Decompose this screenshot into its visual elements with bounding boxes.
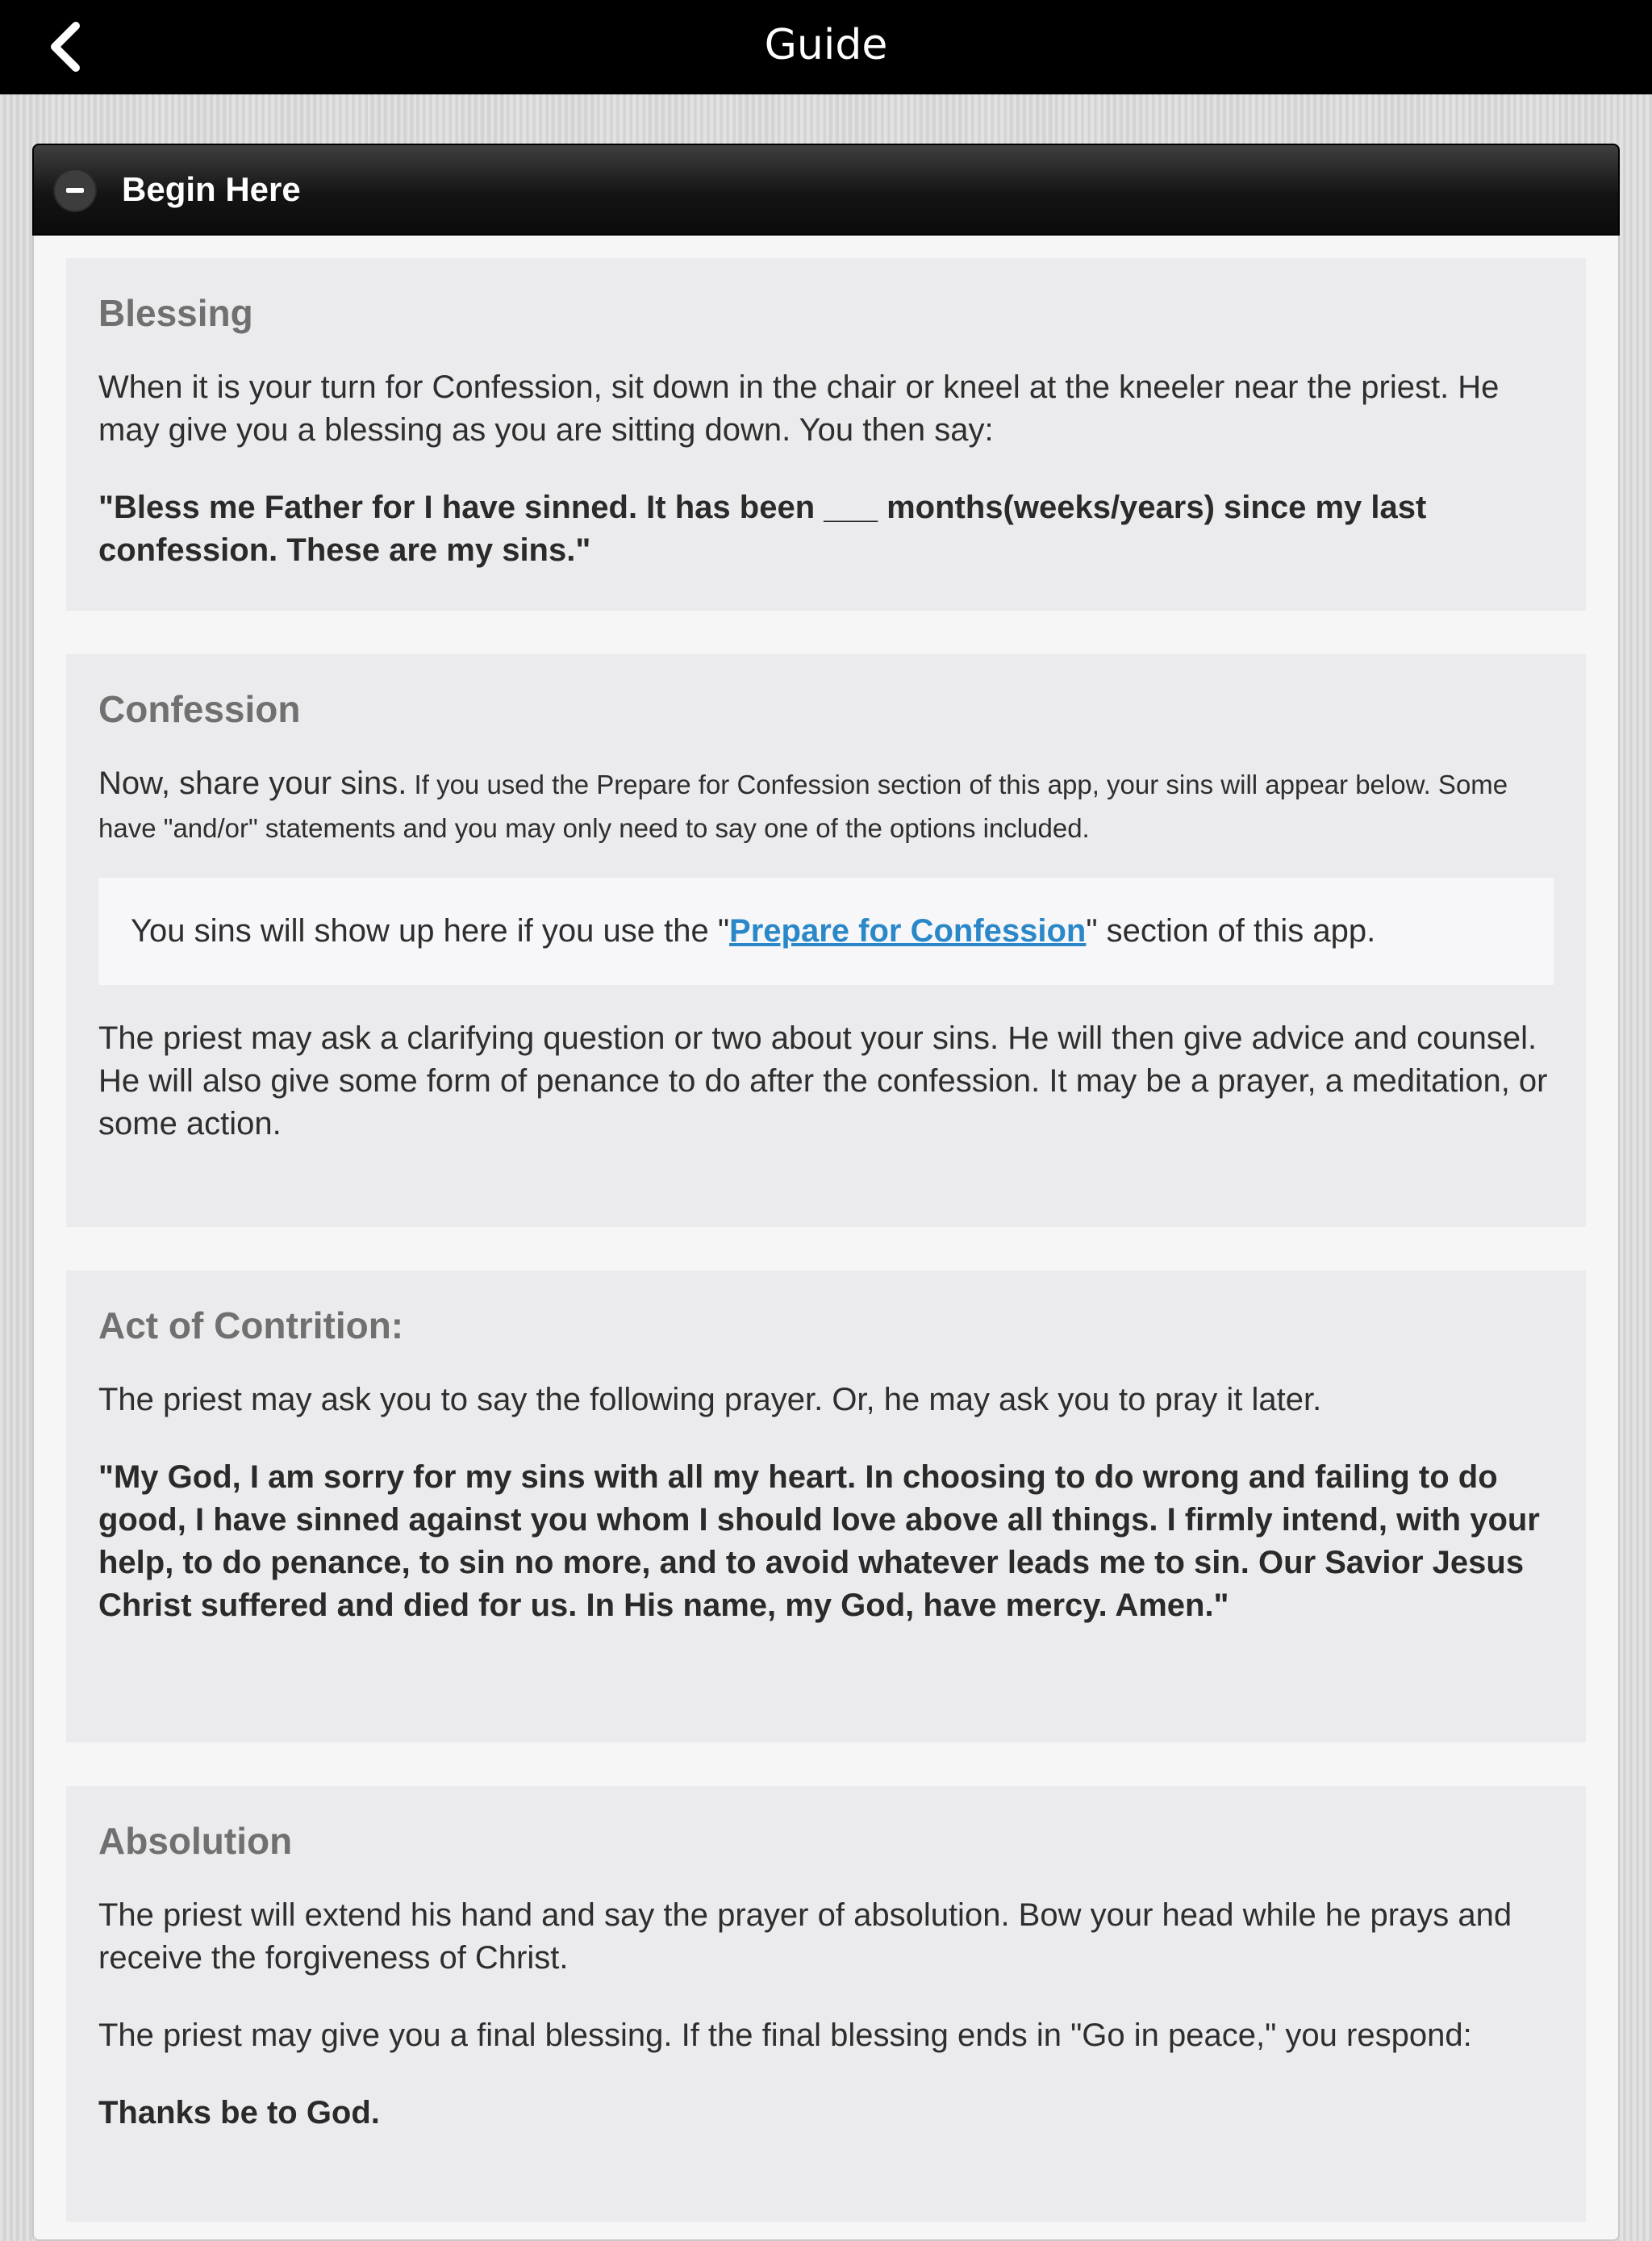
blessing-text: When it is your turn for Confession, sit down in the chair or kneel at the kneeler near the priest. He may give you a blessing as you are sitting down. You then say: [98, 369, 1500, 448]
begin-here-header[interactable] [32, 144, 1620, 236]
contrition-prayer: "My God, I am sorry for my sins with all my heart. In choosing to do wrong and failing to do good, I have sinned against you whom I should love above all things. I firmly intend, with your help, to do penance, to sin no more, and to avoid whatever leads me to sin. Our Savior Jesus Christ suffered and died for us. In His name, my God, have mercy. Amen." [98, 1459, 1540, 1623]
sins-suffix: " section of this app. [1086, 913, 1376, 949]
confession-text: The priest may ask a clarifying question or two about your sins. He will then give advice and counsel. He will also give some form of penance to do after the confession. It may be a prayer, a meditation, or some action. [98, 1020, 1548, 1141]
contrition-card [66, 1271, 1586, 1742]
panel-header-title: Begin Here [122, 170, 301, 208]
prepare-for-confession-link[interactable]: Prepare for Confession [729, 913, 1087, 949]
confession-intro-rest: If you used the Prepare for Confession section of this app, your sins will appear below. Some have "and/or" statements and you may only need to say one of the options included. [98, 770, 1508, 843]
contrition-text: The priest may ask you to say the following prayer. Or, he may ask you to pray it later. [98, 1382, 1322, 1417]
blessing-card [66, 258, 1586, 611]
confession-card [66, 654, 1586, 1227]
sins-placeholder-box [98, 878, 1554, 985]
absolution-response: Thanks be to God. [98, 2095, 380, 2130]
minus-circle-icon[interactable] [55, 170, 95, 211]
contrition-heading: Act of Contrition: [98, 1304, 404, 1346]
top-navigation-bar [0, 0, 1652, 94]
confession-intro-lead: Now, share your sins. [98, 766, 407, 801]
absolution-text: The priest will extend his hand and say the prayer of absolution. Bow your head while he prays and receive the forgiveness of Christ. [98, 1897, 1512, 1976]
confession-heading: Confession [98, 688, 301, 730]
confession-intro [98, 762, 1554, 849]
absolution-card [66, 1786, 1586, 2222]
blessing-heading: Blessing [98, 292, 253, 334]
blessing-quote: "Bless me Father for I have sinned. It has been ___ months(weeks/years) since my last confession. These are my sins." [98, 490, 1427, 568]
absolution-final-blessing: The priest may give you a final blessing. If the final blessing ends in "Go in peace," you respond: [98, 2018, 1472, 2053]
absolution-heading: Absolution [98, 1820, 293, 1862]
page-title: Guide [764, 21, 888, 69]
sins-prefix: You sins will show up here if you use the " [131, 913, 730, 949]
